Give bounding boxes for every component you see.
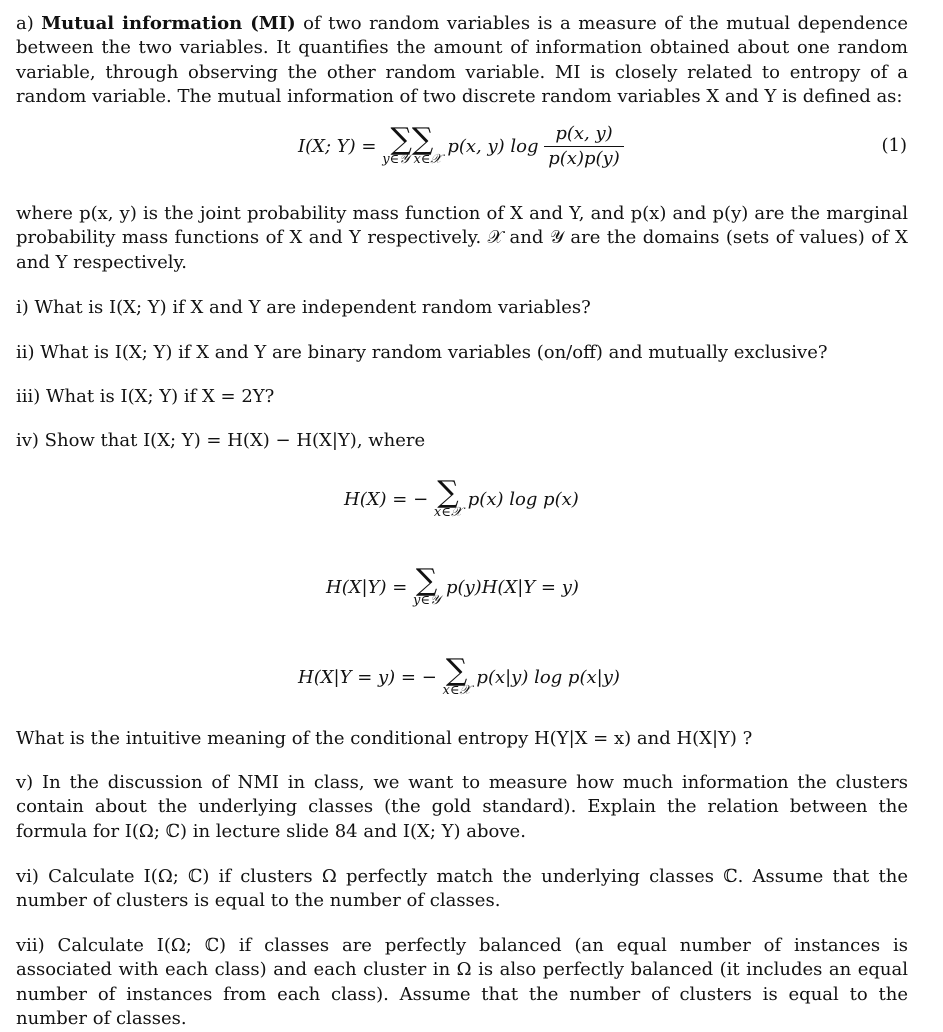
- hxyy-rhs: p(x|y) log p(x|y): [476, 666, 620, 688]
- eq1-lhs: I(X; Y) =: [298, 135, 377, 157]
- question-ii: ii) What is I(X; Y) if X and Y are binary random variables (on/off) and mutually exclusive?: [16, 342, 828, 363]
- where-text: where p(x, y) is the joint probability mass function of X and Y, and p(x) and p(y) are the marginal probability mass functions of X and Y respectively. 𝒳 and 𝒴 are the domains (sets of values) of X and Y respectively.: [16, 203, 908, 273]
- mi-term: Mutual information (MI): [41, 13, 296, 34]
- eq1-numerator: p(x, y): [544, 122, 623, 147]
- hx-sum: [433, 475, 463, 522]
- hxy-sum: [413, 563, 441, 610]
- where-paragraph: [16, 202, 908, 275]
- intro-text: of two random variables is a measure of the mutual dependence between the two variables. It quantifies the amount of information obtained about one random variable, through observing the other random variable. MI is closely related to entropy of a random variable. The mutual information of two discrete random variables X and Y is defined as:: [16, 13, 909, 108]
- sum-symbol: ∑∑: [390, 122, 434, 158]
- intro-paragraph: [16, 12, 908, 110]
- hxy-rhs: p(y)H(X|Y = y): [445, 576, 579, 598]
- question-i: i) What is I(X; Y) if X and Y are independent random variables?: [16, 297, 591, 318]
- question-vii: vii) Calculate I(Ω; ℂ) if classes are perfectly balanced (an equal number of instances is associated with each class) and each cluster in Ω is also perfectly balanced (it includes an equal number of instances from each class). Assume that the number of clusters is equal to the number of classes.: [16, 935, 908, 1030]
- hx-sum-subscript: x∈𝒳: [433, 505, 463, 520]
- hx-lhs: H(X) = −: [344, 488, 429, 510]
- eq1-term: p(x, y) log: [447, 135, 539, 157]
- equation-number: (1): [881, 135, 907, 156]
- sum-symbol: ∑: [415, 563, 438, 598]
- sum-symbol: ∑: [437, 475, 459, 510]
- hx-rhs: p(x) log p(x): [467, 488, 579, 510]
- hxyy-sum-subscript: x∈𝒳: [442, 683, 471, 698]
- hxyy-sum: [442, 653, 471, 700]
- hxy-lhs: H(X|Y) =: [326, 576, 408, 598]
- sum-symbol: ∑: [445, 653, 468, 688]
- eq1-fraction: [544, 122, 623, 172]
- intuitive-question: What is the intuitive meaning of the conditional entropy H(Y|X = x) and H(X|Y) ?: [16, 728, 753, 749]
- hxy-sum-subscript: y∈𝒴: [413, 593, 441, 608]
- part-label: a): [16, 13, 42, 34]
- question-iv: iv) Show that I(X; Y) = H(X) − H(X|Y), where: [16, 430, 426, 451]
- eq1-double-sum: [382, 122, 442, 169]
- question-v: v) In the discussion of NMI in class, we want to measure how much information the clusters contain about the underlying classes (the gold standard). Explain the relation between the formula for I(Ω; ℂ) in lecture slide 84 and I(X; Y) above.: [16, 772, 908, 842]
- eq1-denominator: p(x)p(y): [548, 148, 620, 170]
- hxyy-lhs: H(X|Y = y) = −: [298, 666, 437, 688]
- question-iii: iii) What is I(X; Y) if X = 2Y?: [16, 386, 275, 407]
- question-vi: vi) Calculate I(Ω; ℂ) if clusters Ω perfectly match the underlying classes ℂ. Assume that the number of clusters is equal to the number of classes.: [16, 866, 908, 912]
- eq1-sum-subscript: y∈𝒴 x∈𝒳: [382, 152, 442, 168]
